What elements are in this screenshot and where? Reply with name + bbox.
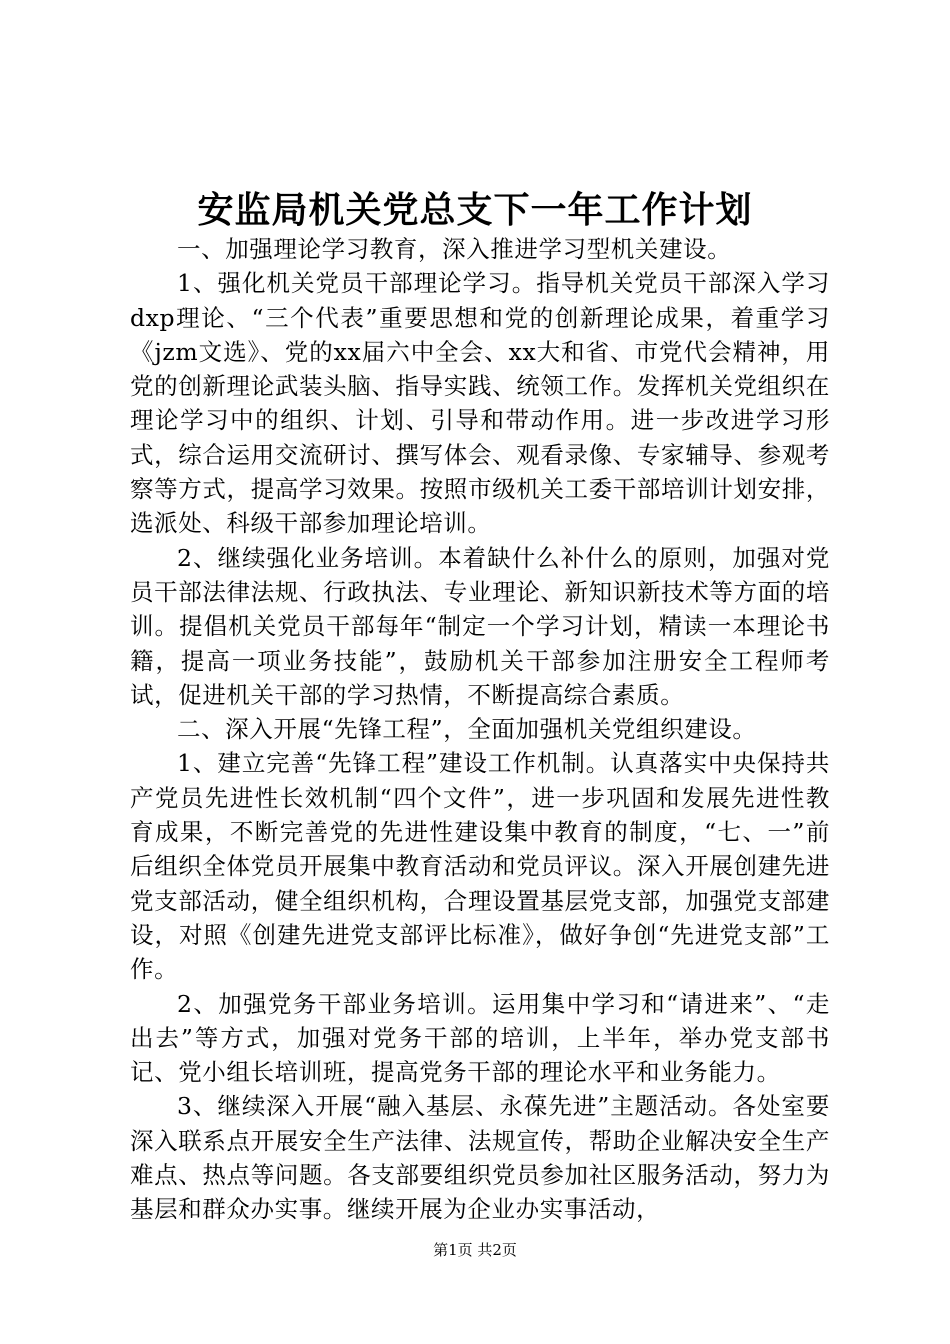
- paragraph-1-2: 2、继续强化业务培训。本着缺什么补什么的原则，加强对党员干部法律法规、行政执法、专业理论、新知识新技术等方面的培训。提倡机关党员干部每年“制定一个学习计划，精读一本理论书籍，提高一项业务技能”，鼓励机关干部参加注册安全工程师考试，促进机关干部的学习热情，不断提高综合素质。: [130, 543, 830, 709]
- section-heading-1: 一、加强理论学习教育，深入推进学习型机关建设。: [177, 235, 732, 263]
- document-body: [130, 232, 830, 1227]
- paragraph-2-1: 1、建立完善“先锋工程”建设工作机制。认真落实中央保持共产党员先进性长效机制“四个文件”，进一步巩固和发展先进性教育成果，不断完善党的先进性建设集中教育的制度，“七、一”前后组织全体党员开展集中教育活动和党员评议。深入开展创建先进党支部活动，健全组织机构，合理设置基层党支部，加强党支部建设，对照《创建先进党支部评比标准》，做好争创“先进党支部”工作。: [130, 749, 830, 984]
- section-heading-2: 二、深入开展“先锋工程”，全面加强机关党组织建设。: [177, 715, 757, 744]
- paragraph-1-1: 1、强化机关党员干部理论学习。指导机关党员干部深入学习dxp理论、“三个代表”重要思想和党的创新理论成果，着重学习《jzm文选》、党的xx届六中全会、xx大和省、市党代会精神，用党的创新理论武装头脑、指导实践、统领工作。发挥机关党组织在理论学习中的组织、计划、引导和带动作用。进一步改进学习形式，综合运用交流研讨、撰写体会、观看录像、专家辅导、参观考察等方式，提高学习效果。按照市级机关工委干部培训计划安排，选派处、科级干部参加理论培训。: [130, 269, 830, 538]
- page-number-footer: 第1页 共2页: [433, 1241, 517, 1259]
- paragraph-2-2: 2、加强党务干部业务培训。运用集中学习和“请进来”、“走出去”等方式，加强对党务干部的培训，上半年，举办党支部书记、党小组长培训班，提高党务干部的理论水平和业务能力。: [130, 989, 830, 1087]
- document-title: 安监局机关党总支下一年工作计划: [197, 189, 753, 231]
- paragraph-2-3: 3、继续深入开展“融入基层、永葆先进”主题活动。各处室要深入联系点开展安全生产法律、法规宣传，帮助企业解决安全生产难点、热点等问题。各支部要组织党员参加社区服务活动，努力为基层和群众办实事。继续开展为企业办实事活动，: [130, 1092, 830, 1224]
